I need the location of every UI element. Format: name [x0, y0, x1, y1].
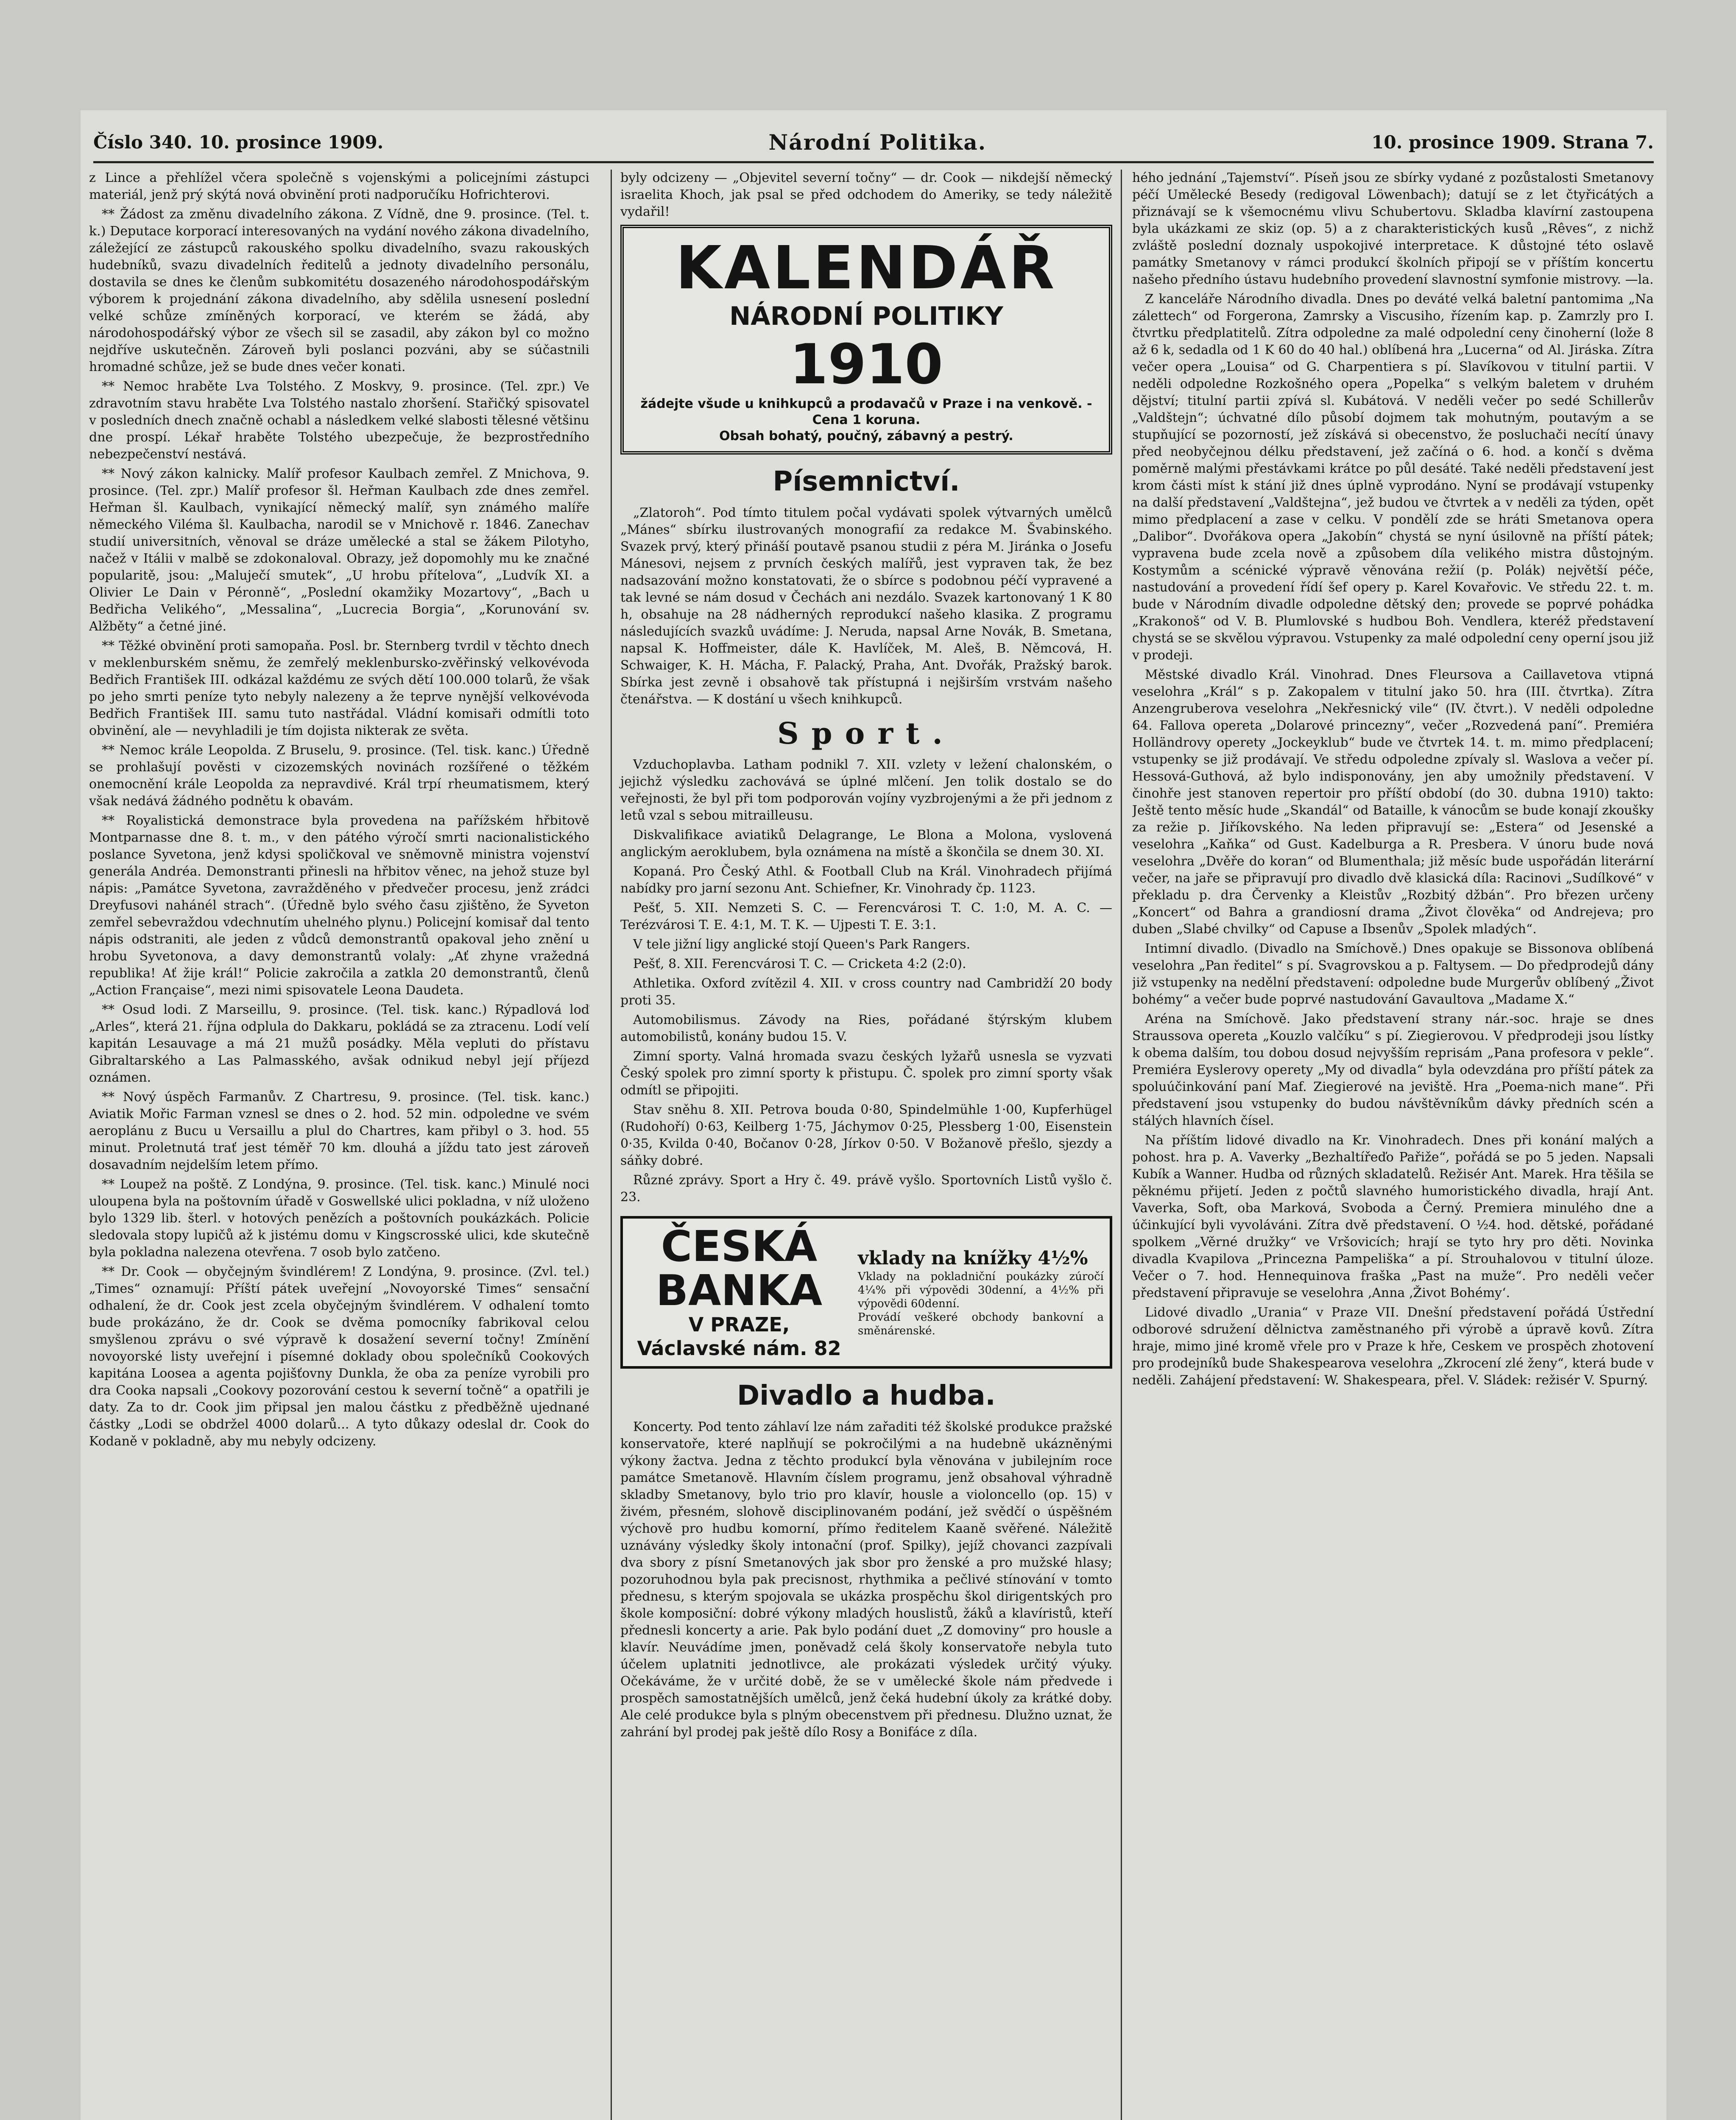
article-paragraph: ** Těžké obvinění proti samopaňa. Posl. br. Sternberg tvrdil v těchto dnech v meklenburském sněmu, že zemřelý meklenbursko-zvěřinský velkovévoda Bedřich František III. odkázal každému ze svých dětí 100.000 tolarů, že však po jeho smrti peníze tyto nebyly nalezeny a že teprve nynější velkovévoda Bedřich František III. samu tuto nastřádal. Vládní komisaři odmítli toto obvinění, ale — nevyhladili je tím dojista nikterak ze světa. — [89, 639, 589, 738]
article-paragraph: ** Nový úspěch Farmanův. Z Chartresu, 9. prosince. (Tel. tisk. kanc.) Aviatik Mořic Farman vznesl se dnes o 2. hod. 52 min. odpoledne ve svém aeroplánu z Bucu u Versaillu a plul do Chartres, kam přibyl o 3. hod. 55 minut. Proletnutá trať jest téměř 70 km. dlouhá a jíždu tato jest zároveň dosavadním nejdelším letem přímo. — [89, 1090, 589, 1172]
newspaper-page — [81, 110, 1666, 2120]
section-title-literature: Písemnictví. — [773, 466, 960, 497]
article-paragraph: Koncerty. Pod tento záhlaví lze nám zařaditi též školské produkce pražské konservatoře, které naplňují se pokročilými a na hudebně ukázněnými výkony žactva. Jedna z těchto produkcí byla věnována v jubilejním roce památce Smetanově. Hlavním číslem programu, jenž obsahoval výhradně skladby Smetanovy, bylo trio pro klavír, housle a violoncello (op. 15) v živém, přesném, slohově disciplinovaném podání, jež svědčí o úspěšném výchově pro hudbu komorní, přímo ředitelem Kaaně svěřené. Náležitě uznávány výsledky školy intonační (prof. Spilky), jejíž chovanci zazpívali dva sbory z písní Smetanových jak sbor pro ženské a pro mužské hlasy; pozoruhodnou byla pak precisnost, rhythmika a pečlivé stínování v tomto přednesu, s kterým spojovala se ukázka prospěchu škol dirigentských pro škole komposiční: dobré výkony mladých houslistů, žáků a klavíristů, kteří přednesli koncerty a arie. Pak bylo podání duet „Z domoviny“ pro housle a klavír. Neuvádíme jmen, poněvadž celá školy konservatoře nebyla tuto účelem uplatniti jednotlivce, ale prokázati výsledek určitý výuky. Očekáváme, že v určité době, že se v umělecké škole nám předvede i prospěch samostatnějších umělců, jenž čeká hudební úkoly za krátké doby. Ale celé produkce byla s plným obecenstvem při přednesu. Dlužno uznat, že zahrání byl prodej pak ještě dílo Rosy a Bonifáce z díla. — [620, 1420, 1112, 1740]
sport-item: Kopaná. Pro Český Athl. & Football Club na Král. Vinohradech přijímá nabídky pro jarní sezonu Ant. Schiefner, Kr. Vinohrady čp. 1123. — [620, 864, 1112, 896]
bank-text: Vklady na pokladniční poukázky zúročí 4¼% při výpovědi 30denní, a 4½% při výpovědi 60denní. — [858, 1270, 1104, 1310]
column-3 — [1132, 170, 1654, 2120]
article-paragraph: ** Žádost za změnu divadelního zákona. Z Vídně, dne 9. prosince. (Tel. t. k.) Deputace korporací interesovaných na vydání nového zákona divadelního, záležející ze zástupců rakouského spolku divadelního, svazu rakouských hudebníků, svazu divadelních ředitelů a jednoty divadelního personálu, dostavila se dnes ke členům subkomitétu dosazeného národohospodářským výborem k projednání zákona divadelního, aby sdělila usnesení poslední velké schůze zmíněných korporací, ve kterém se žádá, aby národohospodářský výbor ze všech sil se zasadil, aby zákon byl co možno nejdříve uskutečněn. Zároveň byli poslanci pozváni, aby se súčastnili hromadné schůze, jež se bude dnes večer konati. — [89, 207, 589, 374]
sport-item: Pešť, 8. XII. Ferencvárosi T. C. — Cricketa 4:2 (2:0). — [633, 957, 966, 971]
sport-item: Automobilismus. Závody na Ries, pořádané štýrským klubem automobilistů, konány budou 15. V. — [620, 1013, 1112, 1044]
column-2 — [611, 170, 1122, 2120]
article-paragraph: ** Dr. Cook — obyčejným švindlérem! Z Londýna, 9. prosince. (Zvl. tel.) „Times“ oznamují: Příští pátek uveřejní „Novoyorské Times“ sensační odhalení, že dr. Cook jest zcela obyčejným švindlérem. V odhalení tomto bude prokázáno, že dr. Cook se dvěma pomocníky fabrikoval celou smyšlenou zprávu o své výpravě k dosažení severní točny! Zmínění novoyorské listy uveřejní i písemné doklady obou společníků Cookových kapitána Loosea a agenta pojišťovny Dunkla, že oba za peníze vyrobili pro dra Cooka napsali „Cookovy pozorování cestou k severní točně“ a opatřili je daty. Za to dr. Cook jim připsal jen malou částku z předběžně ujednané částky „Lodi se obdržel 4000 dolarů... A tyto důkazy odeslal dr. Cook do Kodaně v pokladně, aby mu nebyly odcizeny. — [89, 1264, 589, 1449]
sport-item: Vzduchoplavba. Latham podnikl 7. XII. vzlety v ležení chalonském, o jejichž výsledku zachovává se úplné mlčení. Jen tolik dostalo se do veřejnosti, že byl při tom podporován vojíny vyzbrojenými a že při jednom z letů vzal s sebou mitrailleusu. — [620, 757, 1112, 823]
issue-number-date: Číslo 340. 10. prosince 1909. — [93, 131, 384, 153]
masthead — [93, 123, 1654, 163]
bank-name: ČESKÁ BANKA — [656, 1222, 823, 1315]
article-paragraph: ** Osud lodi. Z Marseillu, 9. prosince. (Tel. tisk. kanc.) Rýpadlová loď „Arles“, která 21. října odplula do Dakkaru, pokládá se za ztracenu. Lodí velí kapitán Lesauvage a má 21 mužů posádky. Měla vepluti do přístavu Gibraltarského a Las Palmasského, avšak odnikud nebyl její příjezd oznámen. — [89, 1002, 589, 1085]
bank-city: V PRAZE, — [688, 1313, 790, 1336]
newspaper-title: Národní Politika. — [768, 129, 987, 155]
article-paragraph: ** Nemoc hraběte Lva Tolstého. Z Moskvy, 9. prosince. (Tel. zpr.) Ve zdravotním stavu hraběte Lva Tolstého nastalo zhoršení. Stařičký spisovatel v posledních dnech značně ochabl a následkem velké slabosti tělesné většinu dne prospí. Lékař hraběte Tolstého ubezpečuje, že bezprostředního nebezpečenství nestává. — [89, 379, 589, 462]
article-paragraph: hého jednání „Tajemství“. Píseň jsou ze sbírky vydané z pozůstalosti Smetanovy péčí Umělecké Besedy (redigoval Löwenbach); datují se z let čtyřicátých a přiznávají se k všemocnému vlivu Schubertovu. Skladba klavírní zastoupena byla ukázkami ze skiz (op. 5) a z charakteristických kusů „Rêves“, z nichž zvláště poslední doznaly uspokojivé interpretace. K důstojné této oslavě památky Smetanovy v rámci produkcí školních připojí se v příštím koncertu našeho předního ústavu hudebního provedení slavnostní symfonie mistrovy. —la. — [1132, 170, 1654, 287]
ad-subheadline: NÁRODNÍ POLITIKY — [729, 301, 1003, 331]
bank-offer: vklady na knížky 4½% — [858, 1247, 1088, 1269]
sport-item: Pešť, 5. XII. Nemzeti S. C. — Ferencvárosi T. C. 1:0, M. A. C. — Terézvárosi T. E. 4:1, M. T. K. — Ujpesti T. E. 3:1. — [620, 901, 1112, 932]
article-paragraph: ** Loupež na poště. Z Londýna, 9. prosince. (Tel. tisk. kanc.) Minulé noci uloupena byla na poštovním úřadě v Goswellské ulici pokladna, v níž uloženo bylo 1329 lib. šterl. v hotových penězích a poštovních poukázkách. Policie sledovala stopy lupičů až k jistému domu v Kingscrosské ulici, kde skutečně byla pokladna nalezena otevřena. 7 osob bylo zatčeno. — [89, 1177, 589, 1260]
bank-advertisement — [620, 1216, 1112, 1369]
sport-item: Různé zprávy. Sport a Hry č. 49. právě vyšlo. Sportovních Listů vyšlo č. 23. — [620, 1173, 1112, 1205]
article-paragraph: z Lince a přehlížel včera společně s vojenskými a policejními zástupci materiál, jenž prý skýtá nová obvinění proti nadporučíku Hofrichterovi. — [89, 170, 589, 202]
section-title-theatre: Divadlo a hudba. — [737, 1380, 996, 1411]
sport-item: Athletika. Oxford zvítězil 4. XII. v cross country nad Cambridží 20 body proti 35. — [620, 976, 1112, 1008]
column-1 — [89, 170, 589, 2120]
article-paragraph: Lidové divadlo „Urania“ v Praze VII. Dnešní představení pořádá Ústřední odborové sdružení dělnictva zaměstnaného při výrobě a úpravě kovů. Zítra hraje, mimo jiné kromě vřele pro v Praze k hře, Ceskem ve prospěch zhotovení pro prodejníků bude Shakespearova veselohra „Zkrocení zlé ženy“, která bude v neděli. Zahájení představení: W. Shakespeara, přel. V. Sládek: režisér V. Spurný. — [1132, 1305, 1654, 1388]
ad-headline: KALENDÁŘ — [675, 234, 1057, 303]
ad-year: 1910 — [790, 332, 943, 396]
calendar-advertisement — [620, 225, 1112, 455]
sport-item: Stav sněhu 8. XII. Petrova bouda 0·80, Spindelmühle 1·00, Kupferhügel (Rudohoří) 0·63, Keilberg 1·75, Jáchymov 0·25, Plessberg 1·00, Eisenstein 0·35, Kvilda 0·40, Bočanov 0·28, Jírkov 0·50. V Božanově přešlo, sjezdy a sáňky dobré. — [620, 1102, 1112, 1168]
article-paragraph: „Zlatoroh“. Pod tímto titulem počal vydávati spolek výtvarných umělců „Mánes“ sbírku ilustrovaných monografií za redakce M. Švabinského. Svazek prvý, který přináší poutavě psanou studii z péra M. Jiránka o Josefu Mánesovi, nejsem z prvních českých malířů, jest vypraven tak, že bez nadsazování možno konstatovati, že o sbírce s podobnou péčí vypravené a tak levné se nám dosud v Čechách ani nezdálo. Svazek kartonovaný 1 K 80 h, obsahuje na 28 nádherných reprodukcí našeho klasika. Z programu následujících svazků uvádíme: J. Neruda, napsal Arne Novák, B. Smetana, napsal K. Hoffmeister, dále K. Havlíček, M. Aleš, B. Němcová, H. Schwaiger, K. H. Mácha, F. Palacký, Praha, Ant. Dvořák, Pražský barok. Sbírka jest zevně i obsahově tak přístupná i nejširším vrstvám našeho čtenářstva. — K dostání u všech knihkupců. — [620, 505, 1112, 707]
article-paragraph: ** Nemoc krále Leopolda. Z Bruselu, 9. prosince. (Tel. tisk. kanc.) Úředně se prohlašují pověsti v cizozemských novinách rozšířené o těžkém onemocnění krále Leopolda za nepravdivé. Král trpí rheumatismem, který však nedává žádného podnětu k obavám. — [89, 743, 589, 809]
section-title-sport: Sport. — [777, 716, 955, 751]
bank-address: Václavské nám. 82 — [637, 1337, 841, 1360]
sport-item: Diskvalifikace aviatiků Delagrange, Le Blona a Molona, vyslovená anglickým aeroklubem, byla oznámena na místě a škončila se dnem 30. XI. — [620, 828, 1112, 859]
ad-text: žádejte všude u knihkupců a prodavačů v Praze i na venkově. - Cena 1 koruna. — [640, 396, 1092, 427]
date-page-number: 10. prosince 1909. Strana 7. — [1371, 131, 1654, 153]
article-paragraph: Z kanceláře Národního divadla. Dnes po deváté velká baletní pantomima „Na zálettech“ od Forgerona, Zamrsky a Viscusiho, řízením kap. p. Zamrzly pro I. čtvrtku předplatitelů. Zítra odpoledne za malé odpolední ceny činoherní (lože 8 až 6 k, sedadla od 1 K 60 do 40 hal.) oblíbená hra „Lucerna“ od Al. Jiráska. Zítra večer opera „Louisa“ od G. Charpentiera s pí. Slavíkovou v titulní partii. V neděli odpoledne Rozkošného opera „Popelka“ s velkým baletem v druhém dějství; titulní partii zpívá sl. Kubátová. V neděli večer po sedé Schillerův „Valdštejn“; úchvatné dílo působí dojmem tak mohutným, poutavým a se stupňující se pozorností, jež získává si obecenstvo, že posluchači necítí únavy před neobyčejnou délku představení, jež začíná o 6. hod. a končí s dvěma poměrně malými přestávkami krátce po půl desáté. Také neděli představení jest krom části míst k stání již dnes úplně vyprodáno. Nyní se prodávají vstupenky na další představení „Valdštejna“, jež budou ve čtvrtek a v neděli za týden, opět mimo předplacení a zase v celku. V pondělí zde se hráti Smetanova opera „Dalibor“. Dvořákova opera „Jakobín“ chystá se nyní úsilovně na příští pátek; vypravena bude zcela nově a způsobem díla velikého mistra důstojným. Kostymům a scénické výpravě věnována režií (p. Polák) největší péče, nastudování a provedení řídí šef opery p. Karel Kovařovic. Ve středu 22. t. m. bude v Národním divadle odpoledne dětský den; provede se poprvé pohádka „Krakonoš“ od V. B. Plumlovské s hudbou Boh. Vendlera, kteréž představení chystá se se skvělou výpravou. Vstupenky za malé odpolední ceny operní jsou již v prodeji. — [1132, 292, 1654, 663]
sport-item: Zimní sporty. Valná hromada svazu českých lyžařů usnesla se vyzvati Český spolek pro zimní sporty k přistupu. Č. spolek pro zimní sporty však odmítl se připojiti. — [620, 1049, 1112, 1098]
ad-text: Obsah bohatý, poučný, zábavný a pestrý. — [719, 429, 1013, 444]
article-paragraph: Městské divadlo Král. Vinohrad. Dnes Fleursova a Caillavetova vtipná veselohra „Král“ s p. Zakopalem v titulní jako 50. hra (III. čtvrtka). Zítra Anzengruberova veselohra „Nekřesnický vile“ (IV. čtvrt.). V neděli odpoledne 64. Fallova opereta „Dolarové princezny“, večer „Rozvedená paní“. Premiéra Holländrovy operety „Jockeyklub“ bude ve čtvrtek 14. t. m. mimo předplacení; vstupenky se již prodávají. Ve středu odpoledne zpívaly sl. Waslova a večer pí. Hessová-Guthová, až bylo indisponovány, jen aby umožnily představení. V činohře jest stanoven repertoir pro příští období (do 30. dubna 1910) takto: Ještě tento měsíc hude „Skandál“ od Bataille, k vánocům se bude konají zkoušky za režie p. Jiříkovského. Na leden připravují se: „Estera“ od Jesenské a veselohra „Kaňka“ od Gust. Kadelburga a R. Presbera. V únoru bude nová veselohra „Dvěře do koran“ od Blumenthala; již měsíc bude uspořádán literární večer, na jaře se připravují pro divadlo dvě klasická díla: Racinovi „Sudílkové“ v překladu p. dra Červenky a Kleistův „Rozbitý džbán“. Pro březen určeny „Koncert“ od Bahra a grandiosní drama „Život člověka“ od Andrejeva; pro duben „Slabé chvilky“ od Capuse a Ibsenův „Spolek mladých“. — [1132, 667, 1654, 937]
bank-text: Provádí veškeré obchody bankovní a směnárenské. — [858, 1311, 1104, 1337]
sport-item: V tele jižní ligy anglické stojí Queen's Park Rangers. — [633, 937, 971, 952]
article-paragraph: byly odcizeny — „Objevitel severní točny“ — dr. Cook — nikdejší německý israelita Khoch, jak psal se před odchodem do Ameriky, se tedy náležitě vydařil! — [620, 170, 1112, 219]
article-paragraph: Intimní divadlo. (Divadlo na Smíchově.) Dnes opakuje se Bissonova oblíbená veselohra „Pan ředitel“ s pí. Svagrovskou a p. Faltysem. — Do předprodejů dány již vstupenky na nedělní představení: odpoledne bude Murgerův oblíbený „Život bohémy“ a večer bude poprvé nastudování Gavaultova „Madame X.“ — [1132, 941, 1654, 1007]
article-paragraph: Na příštím lidové divadlo na Kr. Vinohradech. Dnes při konání malých a pohost. hra p. A. Vaverky „Bezhaltířeďo Pařiže“, pořádá se po 5 jeden. Napsali Kubík a Wanner. Hudba od různých skladatelů. Režisér Ant. Marek. Hra těšila se pěknému přijetí. Jeden z počtů slavného humoristického divadla, hrají Ant. Vaverka, Soft, oba Marková, Svoboda a Černý. Premiera minulého dne a účinkující byli vyvoláváni. Zítra dvě představení. O ½4. hod. dětské, pořádané spolkem „Věrné družky“ ve Vršovicích; hrají se tyto hry pro děti. Novinka divadla Kvapilova „Princezna Pampeliška“ a pí. Strouhalovou v titulní úloze. Večer o 7. hod. Hennequinova fraška „Past na muže“. Pro neděli večer představení připravuje se veselohra ‚Anna ‚Život Bohémy‘. — [1132, 1133, 1654, 1300]
article-paragraph: Aréna na Smíchově. Jako představení strany nár.-soc. hraje se dnes Straussova opereta „Kouzlo valčíku“ s pí. Ziegierovou. V předprodeji jsou lístky k obema dalším, tou dobou dosud nejvyšším reprisám „Pana profesora v pekle“. Premiéra Eyslerovy operety „My od divadla“ byla odevzdána pro příští pátek za spoluúčinkování paní Maf. Ziegierové na jeviště. Hra „Poema-nich mane“. Při představení jsou vstupenky do budou návštěvníkům dávky předních scén a stálých hlavních čísel. — [1132, 1012, 1654, 1128]
article-paragraph: ** Nový zákon kalnicky. Malíř profesor Kaulbach zemřel. Z Mnichova, 9. prosince. (Tel. zpr.) Malíř profesor šl. Heřman Kaulbach zde dnes zemřel. Heřman šl. Kaulbach, vynikající německý malíř, syn známého malíře německého Viléma šl. Kaulbacha, narodil se v Mnichově r. 1846. Zanechav studií universitních, věnoval se dráze umělecké a stal se žákem Pilotyho, načež v Itálii v malbě se zdokonaloval. Obrazy, jež dopomohly mu ke značné popularitě, jsou: „Maluječí smutek“, „U hrobu přítelova“, „Ludvík XI. a Olivier Le Dain v Péronně“, „Poslední okamžiky Mozartovy“, „Bach u Bedřicha Velikého“, „Messalina“, „Lucrecia Borgia“, „Korunování sv. Alžběty“ a četné jiné. — [89, 466, 589, 634]
article-paragraph: ** Royalistická demonstrace byla provedena na pařížském hřbitově Montparnasse dne 8. t. m., v den pátého výročí smrti nacionalistického poslance Syvetona, jenž kdysi spoličkoval ve sněmovně ministra vojenství generála Andréa. Demonstranti přinesli na hřbitov věnec, na jehož stuze byl nápis: „Památce Syvetona, zavražděného v předvečer procesu, jenž zrádci Dreyfusovi nahánél strach“. (Úředně bylo svého času zjištěno, že Syveton zemřel sebevraždou vdechnutím uhelného plynu.) Policejní komisař dal tento nápis odstraniti, ale jeden z vůdců demonstrantů opakoval jeho znění u hrobu Syvetonova, a davy demonstrantů volaly: „Ať zhyne vražedná republika! Ať žije král!“ Policie zakročila a zatkla 20 demonstrantů, členů „Action Française“, mezi nimi spisovatele Leona Daudeta. — [89, 813, 589, 998]
